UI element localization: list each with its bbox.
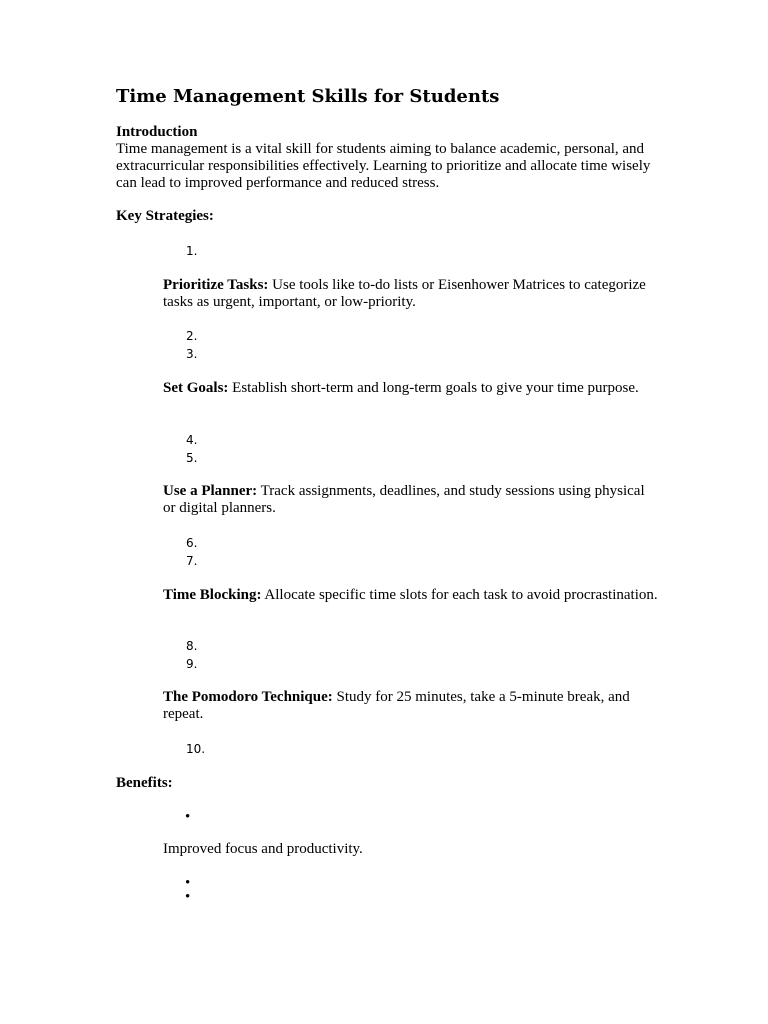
strategy-label: Use a Planner:	[163, 483, 258, 499]
strategy-text: Track assignments, deadlines, and study sessions using physical or digital planners.	[163, 483, 645, 516]
list-number: 8.	[186, 639, 198, 653]
strategy-label: Prioritize Tasks:	[163, 277, 269, 293]
list-number: 9.	[186, 657, 198, 671]
strategy-item-planner	[163, 483, 658, 517]
strategies-heading: Key Strategies:	[116, 208, 214, 224]
strategy-label: Set Goals:	[163, 380, 229, 396]
bullet-point: •	[185, 875, 191, 891]
introduction-paragraph: Time management is a vital skill for students aiming to balance academic, personal, and extracurricular responsibilities effectively. Learning to prioritize and allocate time wisely can lead to improved performance and reduced stress.	[116, 141, 651, 191]
list-number: 5.	[186, 451, 198, 465]
strategy-item-goals	[163, 380, 658, 397]
benefit-item-focus: Improved focus and productivity.	[163, 841, 363, 857]
document-title: Time Management Skills for Students	[116, 86, 500, 107]
bullet-point: •	[185, 809, 191, 825]
strategy-text: Allocate specific time slots for each task to avoid procrastination.	[261, 587, 658, 603]
list-number: 10.	[186, 742, 206, 756]
list-number: 2.	[186, 329, 198, 343]
strategy-item-pomodoro	[163, 689, 658, 723]
list-number: 7.	[186, 554, 198, 568]
strategy-text: Study for 25 minutes, take a 5-minute break, and repeat.	[163, 689, 630, 722]
benefits-heading: Benefits:	[116, 775, 173, 791]
introduction-heading: Introduction	[116, 124, 198, 140]
strategy-item-prioritize	[163, 277, 658, 311]
strategy-text: Use tools like to-do lists or Eisenhower Matrices to categorize tasks as urgent, important, or low-priority.	[163, 277, 646, 310]
strategy-item-time-blocking	[163, 587, 658, 604]
bullet-point: •	[185, 889, 191, 905]
strategy-text: Establish short-term and long-term goals to give your time purpose.	[228, 380, 639, 396]
list-number: 6.	[186, 536, 198, 550]
strategy-label: Time Blocking:	[163, 587, 262, 603]
strategy-label: The Pomodoro Technique:	[163, 689, 333, 705]
list-number: 1.	[186, 244, 198, 258]
list-number: 3.	[186, 347, 198, 361]
list-number: 4.	[186, 433, 198, 447]
